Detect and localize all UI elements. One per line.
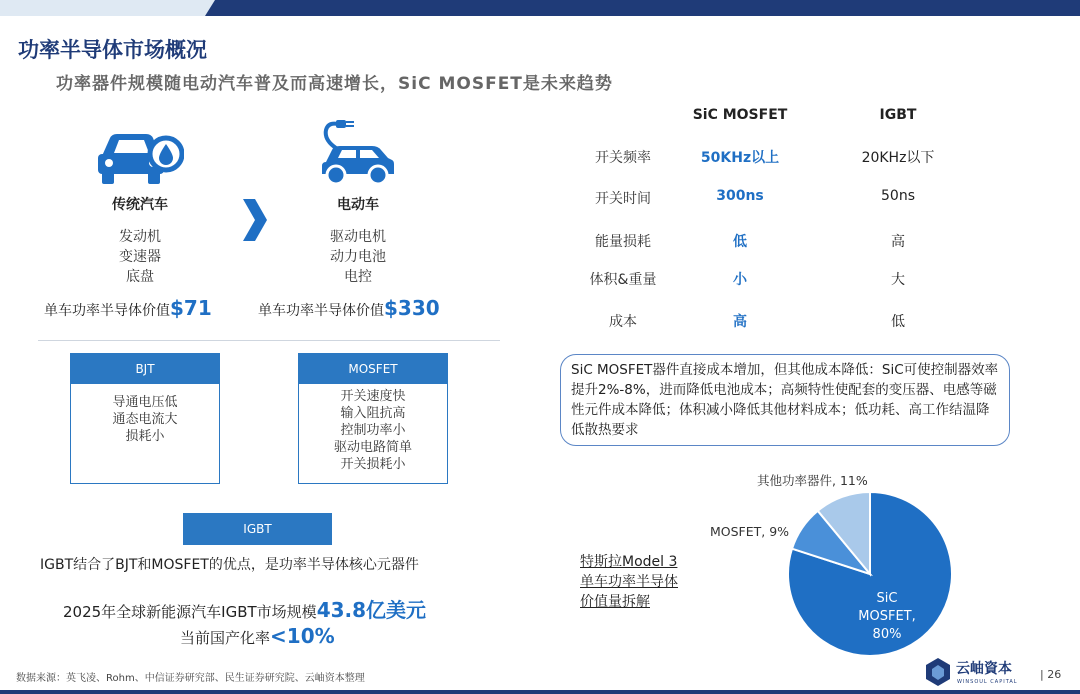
localization-rate <box>180 624 335 648</box>
traditional-car-value <box>44 296 212 320</box>
column-header-sic: SiC MOSFET <box>692 107 788 123</box>
value-amount: $71 <box>170 296 212 320</box>
logo-text: 云岫資本 <box>956 661 1012 677</box>
pie-label-other: 其他功率器件, 11% <box>757 473 868 488</box>
sic-value: 低 <box>733 234 747 250</box>
traditional-car-label: 传统汽车 <box>112 197 168 213</box>
pie-label-line: 80% <box>872 627 902 642</box>
row-label: 开关时间 <box>595 191 651 207</box>
caption-line: 价值量拆解 <box>580 594 650 610</box>
caption-line: 单车功率半导体 <box>580 574 678 590</box>
pie-label-line: MOSFET, <box>858 609 916 624</box>
divider <box>38 340 500 341</box>
gas-car-icon <box>96 130 184 190</box>
pie-label-sic <box>842 590 932 644</box>
igbt-value: 高 <box>891 234 905 250</box>
electric-car-parts <box>308 227 408 287</box>
electric-car-value <box>258 296 440 320</box>
feature-item: 开关损耗小 <box>340 457 406 472</box>
row-label: 能量损耗 <box>595 234 651 250</box>
company-logo <box>924 657 952 691</box>
mosfet-card <box>298 353 448 484</box>
market-size-value: 43.8亿美元 <box>316 598 427 622</box>
bjt-card <box>70 353 220 484</box>
sic-value: 50KHz以上 <box>700 150 780 166</box>
row-label: 开关频率 <box>595 150 651 166</box>
caption-line: 特斯拉Model 3 <box>580 554 678 570</box>
part-item: 动力电池 <box>330 249 386 265</box>
sic-value: 小 <box>733 272 747 288</box>
feature-item: 通态电流大 <box>112 412 178 427</box>
mosfet-card-features <box>299 384 447 473</box>
localization-label: 当前国产化率 <box>180 629 271 647</box>
chevron-right-icon <box>241 197 269 247</box>
igbt-value: 低 <box>891 314 905 330</box>
feature-item: 损耗小 <box>125 429 165 444</box>
igbt-market-size <box>63 594 426 623</box>
feature-item: 开关速度快 <box>340 389 406 404</box>
pie-label-mosfet: MOSFET, 9% <box>710 524 790 539</box>
part-item: 变速器 <box>119 249 161 265</box>
traditional-car-parts <box>90 227 190 287</box>
bjt-card-features <box>71 384 219 445</box>
electric-car-label: 电动车 <box>337 197 379 213</box>
value-label: 单车功率半导体价值 <box>258 303 384 319</box>
page-title: 功率半导体市场概况 <box>18 38 207 62</box>
sic-cost-callout: SiC MOSFET器件直接成本增加，但其他成本降低：SiC可使控制器效率提升2%-8%，进而降低电池成本；高频特性使配套的变压器、电感等磁性元件成本降低；体积减小降低其他材料成本；低功耗、高工作结温降低散热要求 <box>560 354 1010 446</box>
igbt-value: 20KHz以下 <box>861 150 935 166</box>
sic-value: 300ns <box>716 188 764 204</box>
value-amount: $330 <box>384 296 440 320</box>
hexagon-logo-icon <box>924 657 952 687</box>
feature-item: 输入阻抗高 <box>340 406 406 421</box>
pie-label-line: SiC <box>876 591 898 606</box>
bjt-card-title: BJT <box>71 354 219 384</box>
row-label: 成本 <box>609 314 637 330</box>
page-subtitle: 功率器件规模随电动汽车普及而高速增长，SiC MOSFET是未来趋势 <box>56 74 613 94</box>
igbt-value: 大 <box>891 272 905 288</box>
electric-car-plug-icon <box>318 118 398 190</box>
igbt-description: IGBT结合了BJT和MOSFET的优点，是功率半导体核心元器件 <box>40 557 419 573</box>
part-item: 驱动电机 <box>330 229 386 245</box>
localization-value: <10% <box>270 624 335 648</box>
feature-item: 控制功率小 <box>340 423 406 438</box>
market-size-label: 2025年全球新能源汽车IGBT市场规模 <box>63 603 317 621</box>
igbt-card-title: IGBT <box>183 513 332 545</box>
part-item: 电控 <box>344 269 372 285</box>
igbt-value: 50ns <box>881 188 915 204</box>
tesla-caption <box>580 552 678 612</box>
data-source: 数据来源：英飞凌、Rohm、中信证券研究部、民生证券研究院、云岫资本整理 <box>16 673 365 684</box>
feature-item: 导通电压低 <box>112 395 178 410</box>
part-item: 底盘 <box>126 269 154 285</box>
row-label: 体积&重量 <box>589 272 657 288</box>
part-item: 发动机 <box>119 229 161 245</box>
sic-value: 高 <box>733 314 747 330</box>
page-number: | 26 <box>1040 668 1062 681</box>
mosfet-card-title: MOSFET <box>299 354 447 384</box>
logo-subtext: WINSOUL CAPITAL <box>957 679 1018 685</box>
bottom-bar <box>0 690 1080 694</box>
feature-item: 驱动电路简单 <box>333 440 412 455</box>
value-label: 单车功率半导体价值 <box>44 303 170 319</box>
column-header-igbt: IGBT <box>879 107 917 123</box>
